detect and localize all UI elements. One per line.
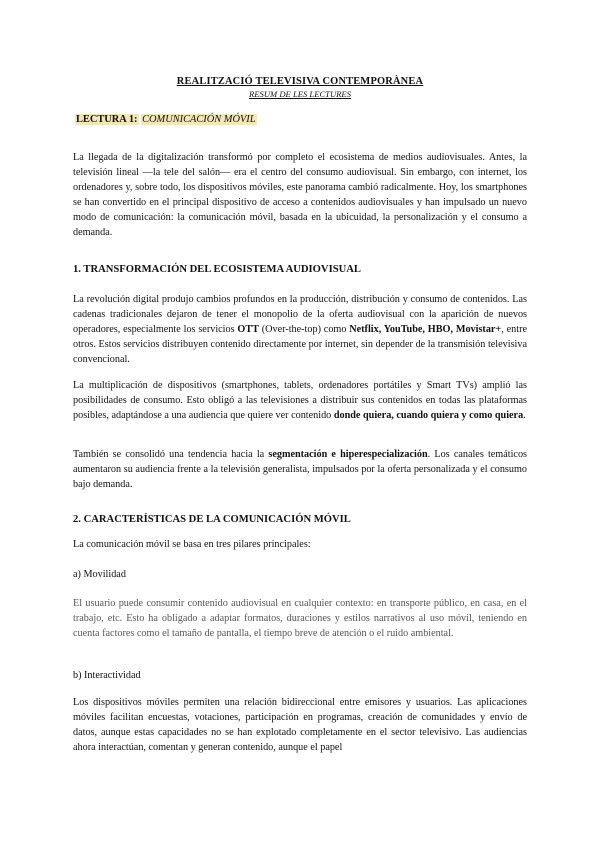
document-subtitle: RESUM DE LES LECTURES (249, 89, 351, 99)
subsection-a-label: a) Movilidad (73, 569, 126, 580)
lectura-label: LECTURA 1: (76, 114, 138, 125)
subsection-b-text: Los dispositivos móviles permiten una relación bidireccional entre emisores y usuarios. Las aplicaciones móviles facilitan encuestas, votaciones, participación en programas, creación de comunidades y envío de datos, aunque estas capacidades no se han explotado completamente en el sector televisivo. Las audiencias ahora interactúan, comentan y generan contenido, aunque el papel (73, 697, 527, 753)
segmentation-term: segmentación e hiperespecialización (268, 449, 428, 460)
subsection-a-text: El usuario puede consumir contenido audiovisual en cualquier contexto: en transporte público, en casa, en el trabajo, etc. Esto ha obligado a adaptar formatos, duraciones y estilos narrativos al uso móvil, teniendo en cuenta factores como el tamaño de pantalla, el tiempo breve de atención o el ruido ambiental. (73, 598, 527, 639)
ott-term: OTT (237, 324, 259, 335)
intro-paragraph: La llegada de la digitalización transformó por completo el ecosistema de medios audiovisuales. Antes, la televisión lineal —la tele del salón— era el centro del consumo audiovisual. Sin embargo, con internet, los ordenadores y, sobre todo, los dispositivos móviles, este panorama cambió radicalmente. Hoy, los smartphones se han convertido en el principal dispositivo de acceso a contenidos audiovisuales y han impulsado un nuevo modo de comunicación: la comunicación móvil, basada en la ubicuidad, la personalización y el consumo a demanda. (73, 152, 527, 238)
subsection-b-label: b) Interactividad (73, 670, 141, 681)
section2-heading: 2. CARACTERÍSTICAS DE LA COMUNICACIÓN MÓVIL (73, 514, 351, 525)
platform-names: Netflix, YouTube, HBO, Movistar+ (349, 324, 502, 335)
section1-paragraph-3: También se consolidó una tendencia hacia la segmentación e hiperespecialización. Los canales temáticos aumentaron su audiencia frente a la televisión generalista, impulsados por la oferta personalizada y el consumo bajo demanda. (73, 449, 527, 490)
document-title: REALITZACIÓ TELEVISIVA CONTEMPORÀNEA (176, 76, 424, 87)
section2-intro: La comunicación móvil se basa en tres pilares principales: (73, 539, 311, 550)
consumption-motto: donde quiera, cuando quiera y como quiera (333, 410, 524, 421)
section1-paragraph-1: La revolución digital produjo cambios profundos en la producción, distribución y consumo de contenidos. Las cadenas tradicionales dejaron de tener el monopolio de la oferta audiovisual con la aparición de nuevos operadores, especialmente los servicios OTT (Over-the-top) como Netflix, YouTube, HBO, Movistar+, entre otros. Estos servicios distribuyen contenido directamente por internet, sin depender de la transmisión televisiva convencional. (73, 294, 527, 365)
lectura-topic: COMUNICACIÓN MÓVIL (142, 114, 256, 125)
lectura-heading (75, 112, 257, 127)
section1-paragraph-2: La multiplicación de dispositivos (smartphones, tablets, ordenadores portátiles y Smart TVs) amplió las posibilidades de consumo. Esto obligó a las televisiones a distribuir sus contenidos en todas las plataformas posibles, adaptándose a una audiencia que quiere ver contenido donde quiera, cuando quiera y como quiera. (73, 380, 527, 421)
section1-heading: 1. TRANSFORMACIÓN DEL ECOSISTEMA AUDIOVISUAL (73, 264, 361, 275)
